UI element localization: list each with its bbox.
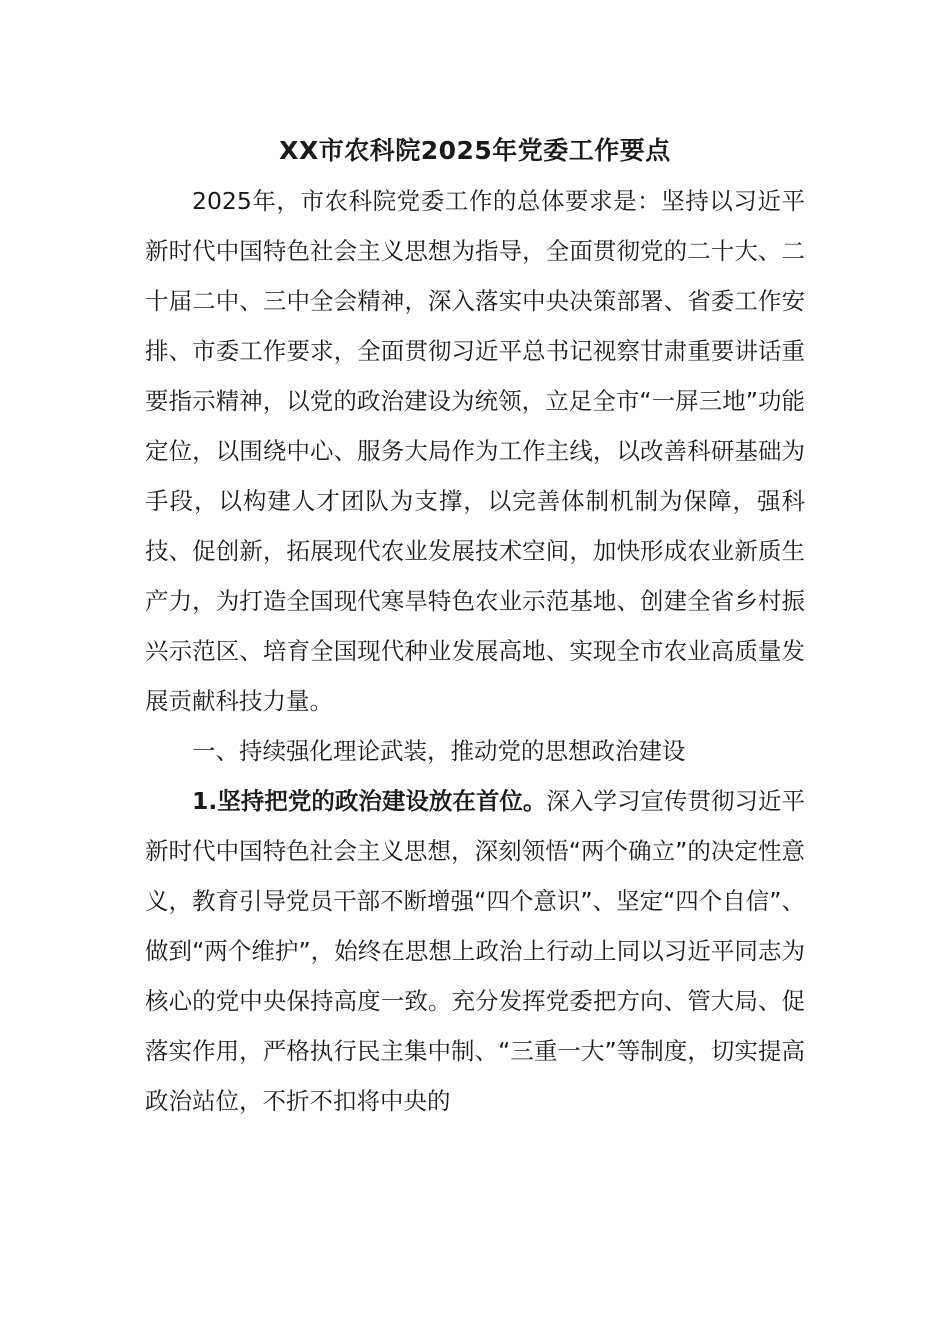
document-title: XX市农科院2025年党委工作要点 <box>279 136 671 165</box>
intro-paragraph: 2025年，市农科院党委工作的总体要求是：坚持以习近平新时代中国特色社会主义思想为指导，全面贯彻党的二十大、二十届二中、三中全会精神，深入落实中央决策部署、省委工作安排、市委工作要求，全面贯彻习近平总书记视察甘肃重要讲话重要指示精神，以党的政治建设为统领，立足全市“一屏三地”功能定位，以围绕中心、服务大局作为工作主线，以改善科研基础为手段，以构建人才团队为支撑，以完善体制机制为保障，强科技、促创新，拓展现代农业发展技术空间，加快形成农业新质生产力，为打造全国现代寒旱特色农业示范基地、创建全省乡村振兴示范区、培育全国现代种业发展高地、实现全市农业高质量发展贡献科技力量。 <box>145 187 805 715</box>
section-heading: 一、持续强化理论武装，推动党的思想政治建设 <box>192 737 686 765</box>
item-paragraph <box>145 776 805 1126</box>
document-body <box>145 176 805 1126</box>
item-lead: 1.坚持把党的政治建设放在首位。 <box>192 787 547 815</box>
item-text: 深入学习宣传贯彻习近平新时代中国特色社会主义思想，深刻领悟“两个确立”的决定性意义，教育引导党员干部不断增强“四个意识”、坚定“四个自信”、做到“两个维护”，始终在思想上政治上行动上同以习近平同志为核心的党中央保持高度一致。充分发挥党委把方向、管大局、促落实作用，严格执行民主集中制、“三重一大”等制度，切实提高政治站位，不折不扣将中央的 <box>145 787 806 1115</box>
